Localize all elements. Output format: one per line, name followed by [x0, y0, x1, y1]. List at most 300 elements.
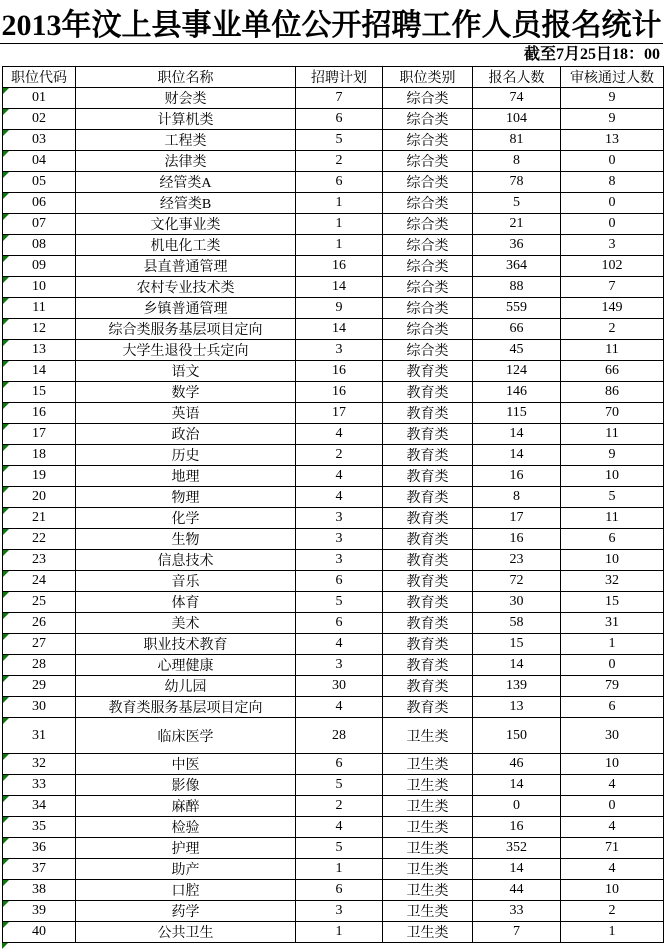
position-code-cell[interactable]	[3, 466, 76, 487]
recruit-plan-cell[interactable]: 3	[296, 529, 383, 550]
position-name-cell[interactable]: 助产	[76, 859, 296, 880]
applicant-count-cell[interactable]: 150	[473, 718, 561, 754]
position-category-cell[interactable]: 卫生类	[383, 817, 473, 838]
error-indicator-triangle-icon	[3, 340, 9, 346]
recruit-plan-cell[interactable]: 6	[296, 754, 383, 775]
position-category-cell[interactable]: 卫生类	[383, 922, 473, 943]
approved-count-cell[interactable]: 0	[561, 796, 664, 817]
position-code-cell[interactable]	[3, 277, 76, 298]
header-cell-applicant-count[interactable]: 报名人数	[473, 67, 561, 88]
position-code-cell[interactable]	[3, 571, 76, 592]
error-indicator-triangle-icon	[3, 817, 9, 823]
approved-count-cell[interactable]: 1	[561, 634, 664, 655]
position-code-text: 36	[32, 840, 46, 855]
recruit-plan-cell[interactable]: 14	[296, 277, 383, 298]
position-code-cell[interactable]	[3, 487, 76, 508]
position-category-cell[interactable]: 综合类	[383, 88, 473, 109]
table-row	[3, 172, 664, 193]
approved-count-cell[interactable]: 30	[561, 718, 664, 754]
position-code-text: 15	[32, 384, 46, 399]
position-code-cell[interactable]	[3, 508, 76, 529]
position-name-cell[interactable]: 语文	[76, 361, 296, 382]
position-category-cell[interactable]: 综合类	[383, 319, 473, 340]
error-indicator-triangle-icon	[3, 193, 9, 199]
approved-count-cell[interactable]: 0	[561, 655, 664, 676]
applicant-count-cell[interactable]: 58	[473, 613, 561, 634]
applicant-count-cell[interactable]: 14	[473, 859, 561, 880]
position-code-cell[interactable]	[3, 382, 76, 403]
recruit-plan-cell[interactable]: 3	[296, 901, 383, 922]
table-row	[3, 130, 664, 151]
approved-count-cell[interactable]: 2	[561, 319, 664, 340]
table-row	[3, 754, 664, 775]
applicant-count-cell[interactable]: 8	[473, 151, 561, 172]
approved-count-cell[interactable]: 9	[561, 109, 664, 130]
table-row	[3, 277, 664, 298]
position-category-cell[interactable]: 综合类	[383, 193, 473, 214]
page-title: 2013年汶上县事业单位公开招聘工作人员报名统计	[1, 8, 662, 42]
position-code-text: 34	[32, 798, 46, 813]
applicant-count-cell[interactable]: 16	[473, 466, 561, 487]
recruit-plan-cell[interactable]: 5	[296, 775, 383, 796]
position-name-cell[interactable]: 音乐	[76, 571, 296, 592]
applicant-count-cell[interactable]: 72	[473, 571, 561, 592]
recruit-plan-cell[interactable]: 4	[296, 634, 383, 655]
applicant-count-cell[interactable]: 74	[473, 88, 561, 109]
position-code-text: 11	[32, 300, 46, 315]
recruit-plan-cell[interactable]: 1	[296, 193, 383, 214]
approved-count-cell[interactable]: 31	[561, 613, 664, 634]
position-category-cell[interactable]: 综合类	[383, 235, 473, 256]
applicant-count-cell[interactable]: 8	[473, 487, 561, 508]
error-indicator-triangle-icon	[3, 529, 9, 535]
recruit-plan-cell[interactable]: 6	[296, 109, 383, 130]
approved-count-cell[interactable]: 70	[561, 403, 664, 424]
position-name-cell[interactable]: 机电化工类	[76, 235, 296, 256]
recruit-plan-cell[interactable]: 6	[296, 613, 383, 634]
position-name-cell[interactable]: 检验	[76, 817, 296, 838]
position-category-cell[interactable]: 教育类	[383, 361, 473, 382]
applicant-count-cell[interactable]: 78	[473, 172, 561, 193]
position-name-cell[interactable]: 法律类	[76, 151, 296, 172]
table-row	[3, 775, 664, 796]
position-code-cell[interactable]	[3, 613, 76, 634]
recruit-plan-cell[interactable]: 16	[296, 361, 383, 382]
applicant-count-cell[interactable]: 14	[473, 445, 561, 466]
position-code-cell[interactable]	[3, 550, 76, 571]
table-row	[3, 445, 664, 466]
applicant-count-cell[interactable]: 115	[473, 403, 561, 424]
position-name-cell[interactable]: 护理	[76, 838, 296, 859]
position-code-text: 30	[32, 699, 46, 714]
approved-count-cell[interactable]: 6	[561, 529, 664, 550]
header-cell-position-name[interactable]: 职位名称	[76, 67, 296, 88]
table-row	[3, 529, 664, 550]
applicant-count-cell[interactable]: 66	[473, 319, 561, 340]
position-code-cell[interactable]	[3, 361, 76, 382]
position-name-cell[interactable]: 体育	[76, 592, 296, 613]
table-row	[3, 571, 664, 592]
recruit-plan-cell[interactable]: 7	[296, 88, 383, 109]
applicant-count-cell[interactable]: 46	[473, 754, 561, 775]
position-name-cell[interactable]: 幼儿园	[76, 676, 296, 697]
error-indicator-triangle-icon	[3, 172, 9, 178]
recruit-plan-cell[interactable]: 2	[296, 151, 383, 172]
position-code-cell[interactable]	[3, 109, 76, 130]
recruit-plan-cell[interactable]: 3	[296, 655, 383, 676]
applicant-count-cell[interactable]: 14	[473, 775, 561, 796]
position-name-cell[interactable]: 农村专业技术类	[76, 277, 296, 298]
approved-count-cell[interactable]: 10	[561, 550, 664, 571]
position-category-cell[interactable]: 综合类	[383, 340, 473, 361]
position-code-text: 09	[32, 258, 46, 273]
approved-count-cell[interactable]: 0	[561, 193, 664, 214]
position-category-cell[interactable]: 综合类	[383, 277, 473, 298]
position-name-cell[interactable]: 美术	[76, 613, 296, 634]
position-code-text: 26	[32, 615, 46, 630]
error-indicator-triangle-icon	[3, 466, 9, 472]
position-name-cell[interactable]: 乡镇普通管理	[76, 298, 296, 319]
position-code-cell[interactable]	[3, 901, 76, 922]
recruit-plan-cell[interactable]: 2	[296, 796, 383, 817]
position-category-cell[interactable]: 卫生类	[383, 880, 473, 901]
table-row	[3, 361, 664, 382]
table-row	[3, 838, 664, 859]
position-code-cell[interactable]	[3, 592, 76, 613]
position-category-cell[interactable]: 教育类	[383, 424, 473, 445]
recruit-plan-cell[interactable]: 4	[296, 466, 383, 487]
position-code-cell[interactable]	[3, 634, 76, 655]
position-name-cell[interactable]: 地理	[76, 466, 296, 487]
recruit-plan-cell[interactable]: 4	[296, 424, 383, 445]
position-code-text: 02	[32, 111, 46, 126]
position-code-cell[interactable]	[3, 214, 76, 235]
position-category-cell[interactable]: 教育类	[383, 571, 473, 592]
position-category-cell[interactable]: 教育类	[383, 676, 473, 697]
recruit-plan-cell[interactable]: 1	[296, 235, 383, 256]
recruit-plan-cell[interactable]: 2	[296, 445, 383, 466]
position-category-cell[interactable]: 综合类	[383, 130, 473, 151]
approved-count-cell[interactable]: 11	[561, 508, 664, 529]
position-code-cell[interactable]	[3, 151, 76, 172]
applicant-count-cell[interactable]: 7	[473, 922, 561, 943]
recruit-plan-cell[interactable]: 1	[296, 922, 383, 943]
position-category-cell[interactable]: 教育类	[383, 655, 473, 676]
position-code-cell[interactable]	[3, 718, 76, 754]
position-category-cell[interactable]: 卫生类	[383, 775, 473, 796]
table-row	[3, 613, 664, 634]
position-code-cell[interactable]	[3, 172, 76, 193]
error-indicator-triangle-icon	[3, 676, 9, 682]
position-code-cell[interactable]	[3, 256, 76, 277]
recruit-plan-cell[interactable]: 5	[296, 838, 383, 859]
position-code-text: 31	[32, 727, 46, 743]
position-name-cell[interactable]: 信息技术	[76, 550, 296, 571]
position-code-cell[interactable]	[3, 676, 76, 697]
applicant-count-cell[interactable]: 0	[473, 796, 561, 817]
position-category-cell[interactable]: 卫生类	[383, 754, 473, 775]
applicant-count-cell[interactable]: 21	[473, 214, 561, 235]
approved-count-cell[interactable]: 9	[561, 445, 664, 466]
approved-count-cell[interactable]: 1	[561, 922, 664, 943]
position-code-cell[interactable]	[3, 880, 76, 901]
position-name-cell[interactable]: 财会类	[76, 88, 296, 109]
applicant-count-cell[interactable]: 44	[473, 880, 561, 901]
approved-count-cell[interactable]: 4	[561, 817, 664, 838]
position-category-cell[interactable]: 卫生类	[383, 859, 473, 880]
applicant-count-cell[interactable]: 88	[473, 277, 561, 298]
error-indicator-triangle-icon	[3, 88, 9, 94]
applicant-count-cell[interactable]: 30	[473, 592, 561, 613]
approved-count-cell[interactable]: 0	[561, 151, 664, 172]
table-row	[3, 424, 664, 445]
position-code-text: 12	[32, 321, 46, 336]
applicant-count-cell[interactable]: 33	[473, 901, 561, 922]
header-cell-position-category[interactable]: 职位类别	[383, 67, 473, 88]
position-code-cell[interactable]	[3, 922, 76, 943]
applicant-count-cell[interactable]: 146	[473, 382, 561, 403]
position-code-cell[interactable]	[3, 235, 76, 256]
error-indicator-triangle-icon	[3, 298, 9, 304]
applicant-count-cell[interactable]: 14	[473, 424, 561, 445]
position-name-cell[interactable]: 生物	[76, 529, 296, 550]
applicant-count-cell[interactable]: 45	[473, 340, 561, 361]
position-code-text: 32	[32, 756, 46, 771]
position-name-cell[interactable]: 英语	[76, 403, 296, 424]
table-row	[3, 859, 664, 880]
position-name-cell[interactable]: 文化事业类	[76, 214, 296, 235]
position-name-cell[interactable]: 公共卫生	[76, 922, 296, 943]
position-code-cell[interactable]	[3, 754, 76, 775]
position-code-text: 21	[32, 510, 46, 525]
position-category-cell[interactable]: 卫生类	[383, 901, 473, 922]
position-code-cell[interactable]	[3, 424, 76, 445]
applicant-count-cell[interactable]: 23	[473, 550, 561, 571]
recruit-plan-cell[interactable]: 4	[296, 697, 383, 718]
position-code-cell[interactable]	[3, 775, 76, 796]
position-category-cell[interactable]: 教育类	[383, 445, 473, 466]
error-indicator-triangle-icon	[3, 382, 9, 388]
recruit-plan-cell[interactable]: 16	[296, 256, 383, 277]
recruit-plan-cell[interactable]: 3	[296, 340, 383, 361]
recruit-plan-cell[interactable]: 6	[296, 880, 383, 901]
position-code-cell[interactable]	[3, 655, 76, 676]
applicant-count-cell[interactable]: 559	[473, 298, 561, 319]
applicant-count-cell[interactable]: 17	[473, 508, 561, 529]
position-code-cell[interactable]	[3, 88, 76, 109]
position-category-cell[interactable]: 教育类	[383, 592, 473, 613]
position-code-cell[interactable]	[3, 130, 76, 151]
approved-count-cell[interactable]: 8	[561, 172, 664, 193]
table-row	[3, 508, 664, 529]
position-name-cell[interactable]: 大学生退役士兵定向	[76, 340, 296, 361]
position-code-cell[interactable]	[3, 697, 76, 718]
position-name-cell[interactable]: 药学	[76, 901, 296, 922]
applicant-count-cell[interactable]: 13	[473, 697, 561, 718]
applicant-count-cell[interactable]: 81	[473, 130, 561, 151]
recruit-plan-cell[interactable]: 3	[296, 550, 383, 571]
recruit-plan-cell[interactable]: 17	[296, 403, 383, 424]
approved-count-cell[interactable]: 4	[561, 775, 664, 796]
applicant-count-cell[interactable]: 5	[473, 193, 561, 214]
error-indicator-triangle-icon	[3, 754, 9, 760]
position-code-cell[interactable]	[3, 340, 76, 361]
recruit-plan-cell[interactable]: 28	[296, 718, 383, 754]
position-code-cell[interactable]	[3, 403, 76, 424]
recruit-plan-cell[interactable]: 3	[296, 508, 383, 529]
applicant-count-cell[interactable]: 14	[473, 655, 561, 676]
approved-count-cell[interactable]: 86	[561, 382, 664, 403]
position-code-cell[interactable]	[3, 859, 76, 880]
applicant-count-cell[interactable]: 15	[473, 634, 561, 655]
position-code-cell[interactable]	[3, 193, 76, 214]
table-row	[3, 676, 664, 697]
position-name-cell[interactable]: 教育类服务基层项目定向	[76, 697, 296, 718]
approved-count-cell[interactable]: 3	[561, 235, 664, 256]
approved-count-cell[interactable]: 10	[561, 880, 664, 901]
position-category-cell[interactable]: 教育类	[383, 697, 473, 718]
approved-count-cell[interactable]: 102	[561, 256, 664, 277]
subtitle-row	[0, 44, 663, 66]
position-category-cell[interactable]: 综合类	[383, 172, 473, 193]
position-category-cell[interactable]: 卫生类	[383, 838, 473, 859]
position-code-cell[interactable]	[3, 838, 76, 859]
error-indicator-triangle-icon	[3, 634, 9, 640]
recruit-plan-cell[interactable]: 5	[296, 130, 383, 151]
applicant-count-cell[interactable]: 36	[473, 235, 561, 256]
position-name-cell[interactable]: 化学	[76, 508, 296, 529]
error-indicator-triangle-icon	[3, 718, 9, 724]
position-category-cell[interactable]: 教育类	[383, 382, 473, 403]
recruit-plan-cell[interactable]: 16	[296, 382, 383, 403]
approved-count-cell[interactable]: 4	[561, 859, 664, 880]
applicant-count-cell[interactable]: 16	[473, 529, 561, 550]
position-code-text: 25	[32, 594, 46, 609]
approved-count-cell[interactable]: 2	[561, 901, 664, 922]
position-name-cell[interactable]: 历史	[76, 445, 296, 466]
applicant-count-cell[interactable]: 139	[473, 676, 561, 697]
table-row	[3, 718, 664, 754]
position-name-cell[interactable]: 计算机类	[76, 109, 296, 130]
applicant-count-cell[interactable]: 364	[473, 256, 561, 277]
position-name-cell[interactable]: 县直普通管理	[76, 256, 296, 277]
approved-count-cell[interactable]: 15	[561, 592, 664, 613]
approved-count-cell[interactable]: 6	[561, 697, 664, 718]
recruit-plan-cell[interactable]: 1	[296, 859, 383, 880]
position-name-cell[interactable]: 经管类A	[76, 172, 296, 193]
applicant-count-cell[interactable]: 104	[473, 109, 561, 130]
position-code-cell[interactable]	[3, 817, 76, 838]
position-code-cell[interactable]	[3, 445, 76, 466]
position-name-cell[interactable]: 经管类B	[76, 193, 296, 214]
recruit-plan-cell[interactable]: 30	[296, 676, 383, 697]
approved-count-cell[interactable]: 10	[561, 466, 664, 487]
position-category-cell[interactable]: 教育类	[383, 508, 473, 529]
position-category-cell[interactable]: 综合类	[383, 109, 473, 130]
error-indicator-triangle-icon	[3, 796, 9, 802]
approved-count-cell[interactable]: 7	[561, 277, 664, 298]
header-cell-position-code[interactable]: 职位代码	[3, 67, 76, 88]
approved-count-cell[interactable]: 71	[561, 838, 664, 859]
position-category-cell[interactable]: 教育类	[383, 550, 473, 571]
recruit-plan-cell[interactable]: 1	[296, 214, 383, 235]
position-category-cell[interactable]: 综合类	[383, 256, 473, 277]
applicant-count-cell[interactable]: 352	[473, 838, 561, 859]
approved-count-cell[interactable]: 149	[561, 298, 664, 319]
recruit-plan-cell[interactable]: 5	[296, 592, 383, 613]
header-cell-approved-count[interactable]: 审核通过人数	[561, 67, 664, 88]
recruit-plan-cell[interactable]: 9	[296, 298, 383, 319]
position-name-cell[interactable]: 中医	[76, 754, 296, 775]
recruit-plan-cell[interactable]: 6	[296, 172, 383, 193]
position-name-cell[interactable]: 职业技术教育	[76, 634, 296, 655]
table-row	[3, 214, 664, 235]
approved-count-cell[interactable]: 66	[561, 361, 664, 382]
recruitment-table	[2, 66, 664, 943]
applicant-count-cell[interactable]: 124	[473, 361, 561, 382]
position-category-cell[interactable]: 综合类	[383, 214, 473, 235]
position-code-text: 35	[32, 819, 46, 834]
position-category-cell[interactable]: 卫生类	[383, 718, 473, 754]
header-row	[3, 67, 664, 88]
position-name-cell[interactable]: 口腔	[76, 880, 296, 901]
table-row	[3, 403, 664, 424]
recruit-plan-cell[interactable]: 4	[296, 817, 383, 838]
approved-count-cell[interactable]: 32	[561, 571, 664, 592]
position-code-cell[interactable]	[3, 298, 76, 319]
recruit-plan-cell[interactable]: 4	[296, 487, 383, 508]
position-category-cell[interactable]: 教育类	[383, 529, 473, 550]
approved-count-cell[interactable]: 10	[561, 754, 664, 775]
position-name-cell[interactable]: 心理健康	[76, 655, 296, 676]
position-code-text: 40	[32, 924, 46, 939]
position-name-cell[interactable]: 物理	[76, 487, 296, 508]
approved-count-cell[interactable]: 0	[561, 214, 664, 235]
approved-count-cell[interactable]: 5	[561, 487, 664, 508]
error-indicator-triangle-icon	[3, 838, 9, 844]
position-category-cell[interactable]: 教育类	[383, 634, 473, 655]
position-name-cell[interactable]: 政治	[76, 424, 296, 445]
position-name-cell[interactable]: 工程类	[76, 130, 296, 151]
position-category-cell[interactable]: 卫生类	[383, 796, 473, 817]
applicant-count-cell[interactable]: 16	[473, 817, 561, 838]
header-cell-recruit-plan[interactable]: 招聘计划	[296, 67, 383, 88]
position-category-cell[interactable]: 教育类	[383, 466, 473, 487]
approved-count-cell[interactable]: 11	[561, 340, 664, 361]
approved-count-cell[interactable]: 13	[561, 130, 664, 151]
approved-count-cell[interactable]: 9	[561, 88, 664, 109]
recruit-plan-cell[interactable]: 14	[296, 319, 383, 340]
position-name-cell[interactable]: 麻醉	[76, 796, 296, 817]
position-name-cell[interactable]: 影像	[76, 775, 296, 796]
position-category-cell[interactable]: 综合类	[383, 298, 473, 319]
position-code-cell[interactable]	[3, 529, 76, 550]
position-category-cell[interactable]: 综合类	[383, 151, 473, 172]
position-name-cell[interactable]: 综合类服务基层项目定向	[76, 319, 296, 340]
error-indicator-triangle-icon	[3, 109, 9, 115]
position-category-cell[interactable]: 教育类	[383, 613, 473, 634]
recruit-plan-cell[interactable]: 6	[296, 571, 383, 592]
approved-count-cell[interactable]: 79	[561, 676, 664, 697]
position-code-cell[interactable]	[3, 319, 76, 340]
position-name-cell[interactable]: 临床医学	[76, 718, 296, 754]
position-name-cell[interactable]: 数学	[76, 382, 296, 403]
position-category-cell[interactable]: 教育类	[383, 487, 473, 508]
position-category-cell[interactable]: 教育类	[383, 403, 473, 424]
approved-count-cell[interactable]: 11	[561, 424, 664, 445]
position-code-cell[interactable]	[3, 796, 76, 817]
next-row-sliver	[2, 943, 663, 946]
